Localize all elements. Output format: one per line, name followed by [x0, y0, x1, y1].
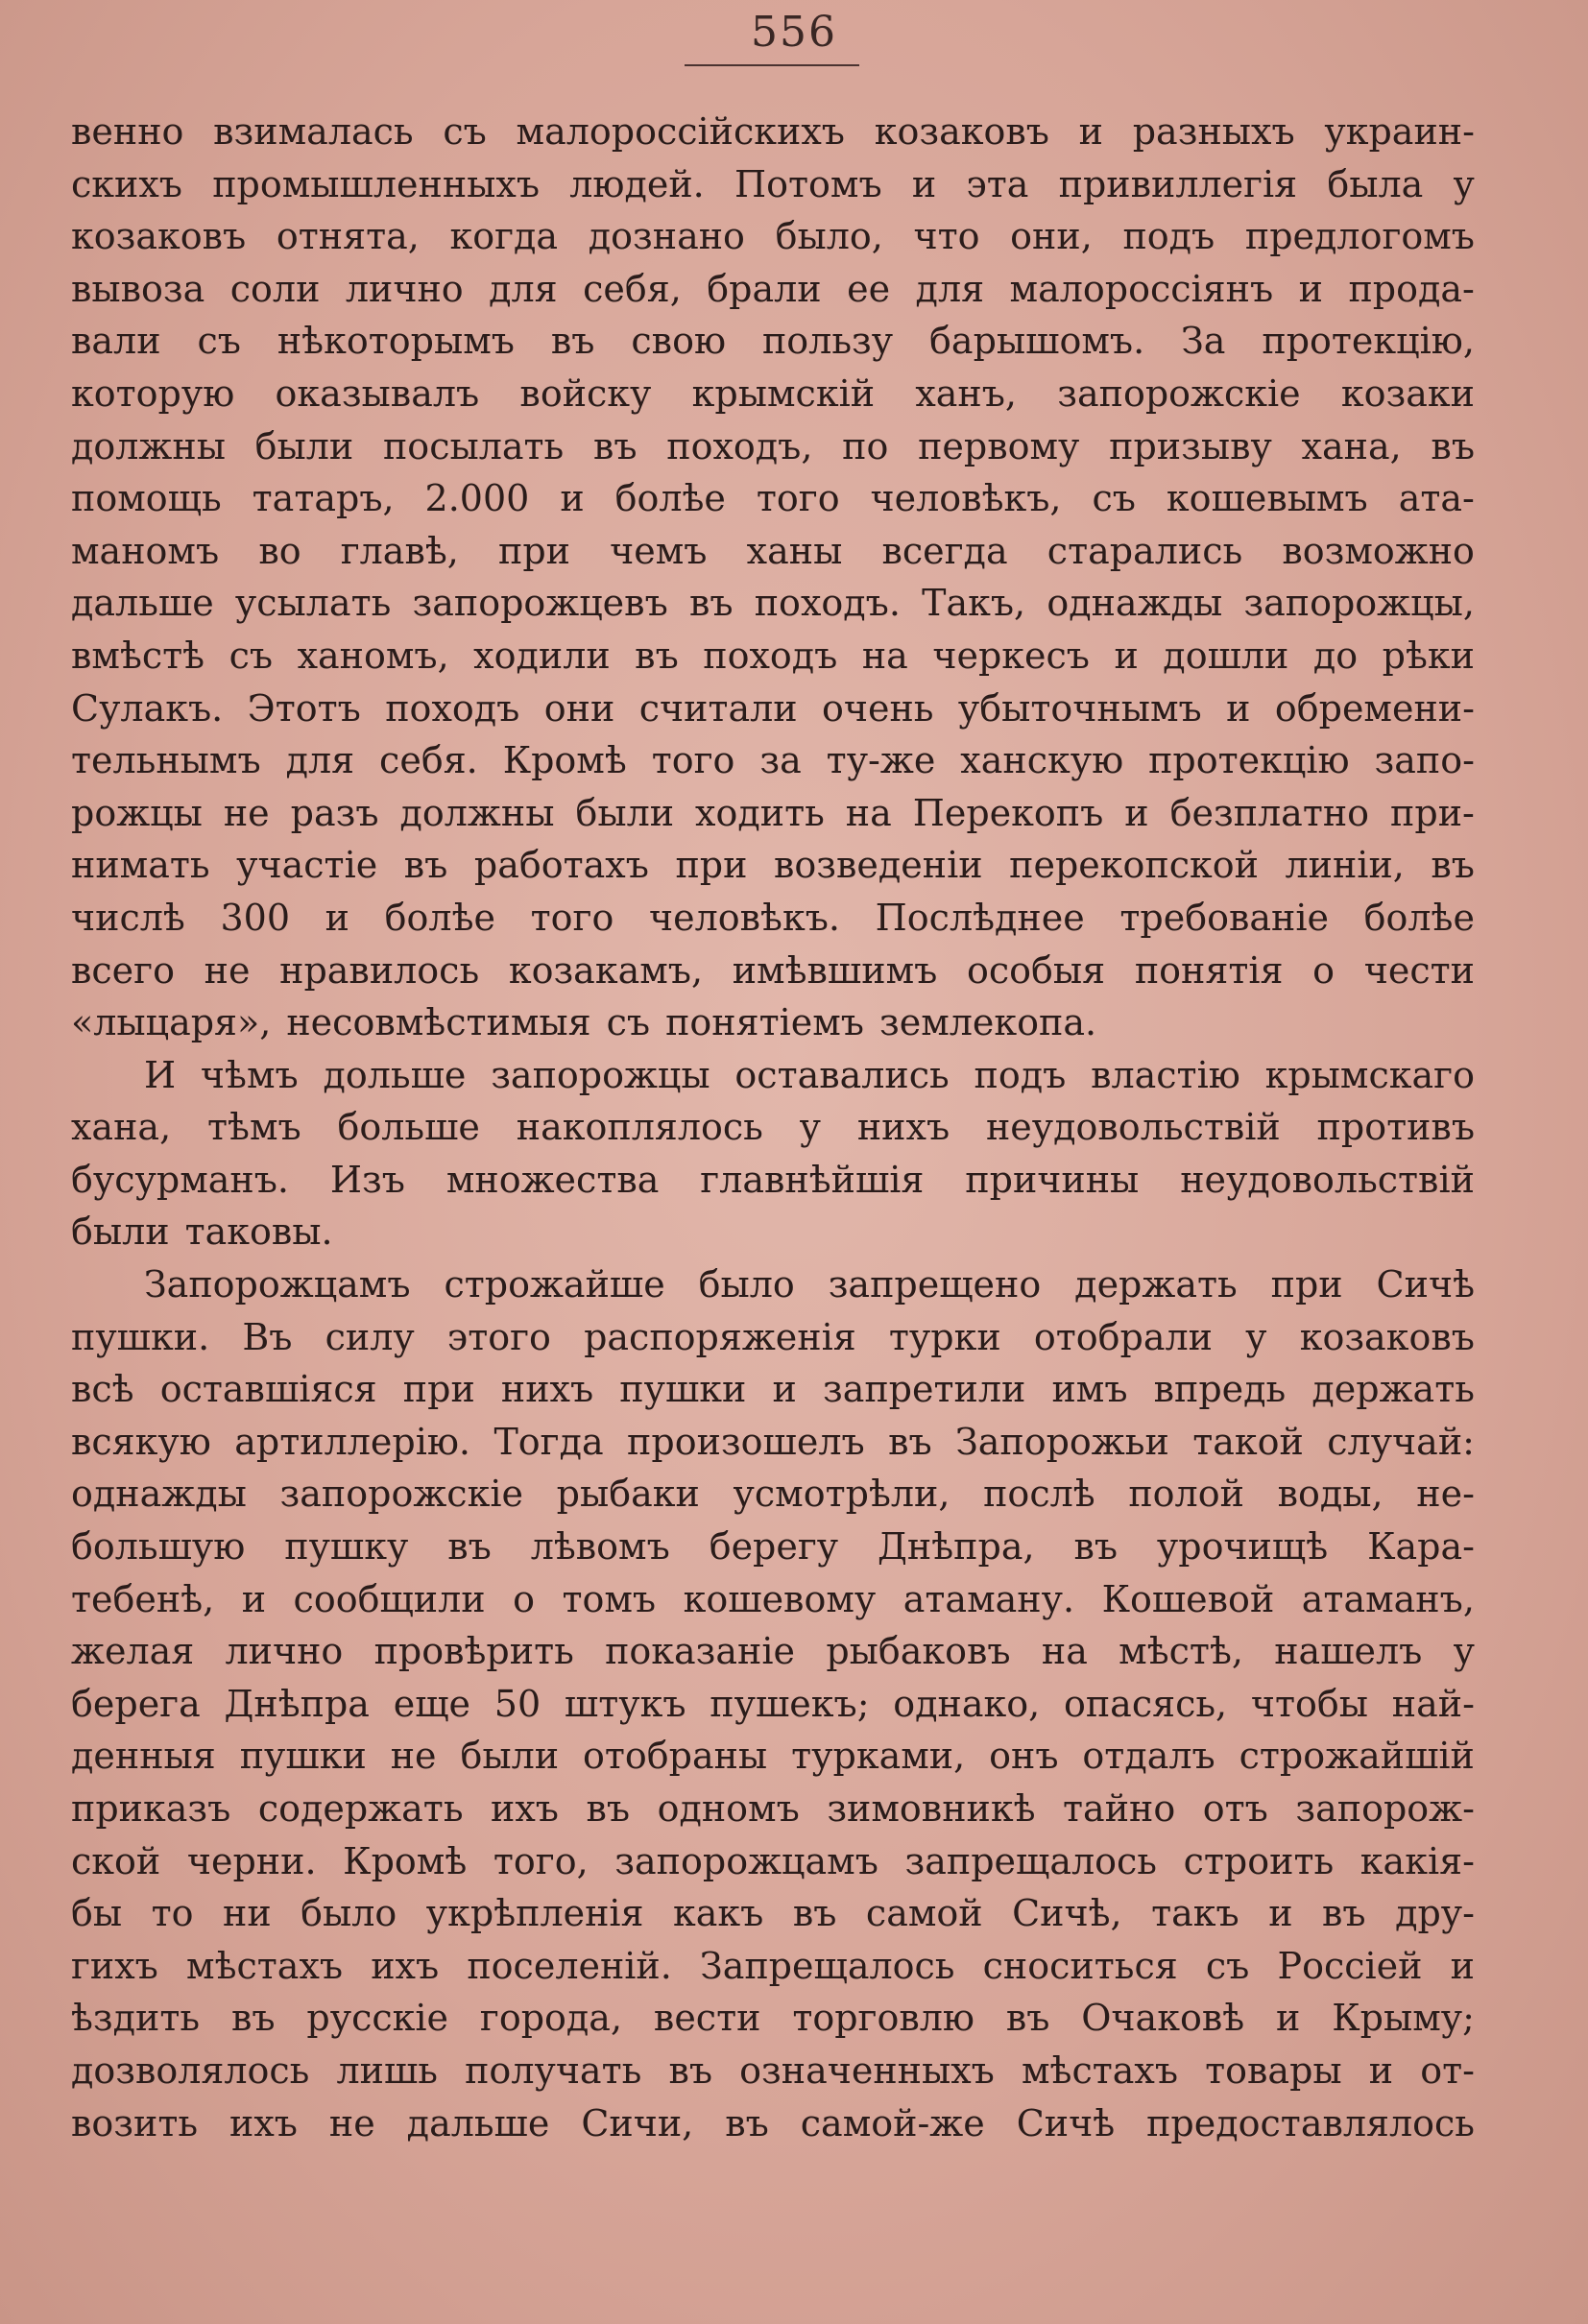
text-line: приказъ содержать ихъ въ одномъ зимовникѣ тайно отъ запорож-	[71, 1787, 1475, 1830]
text-line: должны были посылать въ походъ, по первому призыву хана, въ	[71, 424, 1475, 467]
text-line: числѣ 300 и болѣе того человѣкъ. Послѣднее требованіе болѣе	[71, 896, 1475, 939]
text-line: вали съ нѣкоторымъ въ свою пользу барышомъ. За протекцію,	[71, 320, 1475, 363]
text-line: однажды запорожскіе рыбаки усмотрѣли, послѣ полой воды, не-	[71, 1473, 1475, 1516]
text-line: пушки. Въ силу этого распоряженія турки отобрали у козаковъ	[71, 1315, 1475, 1358]
paragraph	[71, 1258, 1475, 2149]
paragraph	[71, 1049, 1475, 1258]
text-line: «лыцаря», несовмѣстимыя съ понятіемъ землекопа.	[71, 1001, 1097, 1044]
text-line: маномъ во главѣ, при чемъ ханы всегда старались возможно	[71, 529, 1475, 572]
text-line: нимать участіе въ работахъ при возведеніи перекопской линіи, въ	[71, 844, 1475, 887]
text-line: помощь татаръ, 2.000 и болѣе того человѣкъ, съ кошевымъ ата-	[71, 477, 1475, 520]
text-line: денныя пушки не были отобраны турками, онъ отдалъ строжайшій	[71, 1735, 1475, 1778]
text-line: бусурманъ. Изъ множества главнѣйшія причины неудовольствій	[71, 1158, 1475, 1201]
text-line: вывоза соли лично для себя, брали ее для малороссіянъ и прода-	[71, 267, 1475, 310]
text-line: Сулакъ. Этотъ походъ они считали очень убыточнымъ и обремени-	[71, 686, 1475, 730]
text-line: тельнымъ для себя. Кромѣ того за ту-же ханскую протекцію запо-	[71, 739, 1475, 782]
header-rule	[685, 64, 859, 66]
text-line: ской черни. Кромѣ того, запорожцамъ запрещалось строить какія-	[71, 1839, 1475, 1882]
text-line: всѣ оставшіяся при нихъ пушки и запретили имъ впредь держать	[71, 1368, 1475, 1411]
text-line: были таковы.	[71, 1210, 333, 1254]
text-line: возить ихъ не дальше Сичи, въ самой-же Сичѣ предоставлялось	[71, 2101, 1475, 2144]
text-line: берега Днѣпра еще 50 штукъ пушекъ; однако, опасясь, чтобы най-	[71, 1682, 1475, 1725]
text-line: желая лично провѣрить показаніе рыбаковъ на мѣстѣ, нашелъ у	[71, 1630, 1475, 1673]
text-line: большую пушку въ лѣвомъ берегу Днѣпра, въ урочищѣ Кара-	[71, 1525, 1475, 1569]
text-line: дозволялось лишь получать въ означенныхъ мѣстахъ товары и от-	[71, 2048, 1475, 2092]
text-line: дальше усылать запорожцевъ въ походъ. Такъ, однажды запорожцы,	[71, 582, 1475, 625]
text-line: тебенѣ, и сообщили о томъ кошевому атаману. Кошевой атаманъ,	[71, 1577, 1475, 1620]
text-line: ѣздить въ русскіе города, вести торговлю въ Очаковѣ и Крыму;	[71, 1997, 1475, 2040]
text-line: рожцы не разъ должны были ходить на Перекопъ и безплатно при-	[71, 791, 1475, 834]
text-line: всего не нравилось козакамъ, имѣвшимъ особыя понятія о чести	[71, 948, 1475, 992]
text-line: бы то ни было укрѣпленія какъ въ самой Сичѣ, такъ и въ дру-	[71, 1892, 1475, 1935]
text-line: гихъ мѣстахъ ихъ поселеній. Запрещалось сноситься съ Россіей и	[71, 1944, 1475, 1987]
text-line: И чѣмъ дольше запорожцы оставались подъ властію крымскаго	[144, 1053, 1475, 1096]
text-line: которую оказывалъ войску крымскій ханъ, запорожскіе козаки	[71, 371, 1475, 415]
text-line: вмѣстѣ съ ханомъ, ходили въ походъ на черкесъ и дошли до рѣки	[71, 634, 1475, 677]
page-number: 556	[751, 8, 837, 57]
text-line: скихъ промышленныхъ людей. Потомъ и эта привиллегія была у	[71, 162, 1475, 205]
paragraph	[71, 106, 1475, 1049]
text-line: всякую артиллерію. Тогда произошелъ въ Запорожьи такой случай:	[71, 1420, 1475, 1463]
text-line: хана, тѣмъ больше накоплялось у нихъ неудовольствій противъ	[71, 1106, 1475, 1149]
body-text	[71, 106, 1475, 2149]
text-line: венно взималась съ малороссійскихъ козаковъ и разныхъ украин-	[71, 110, 1475, 153]
text-line: Запорожцамъ строжайше было запрещено держать при Сичѣ	[144, 1263, 1475, 1306]
text-line: козаковъ отнята, когда дознано было, что они, подъ предлогомъ	[71, 215, 1475, 258]
